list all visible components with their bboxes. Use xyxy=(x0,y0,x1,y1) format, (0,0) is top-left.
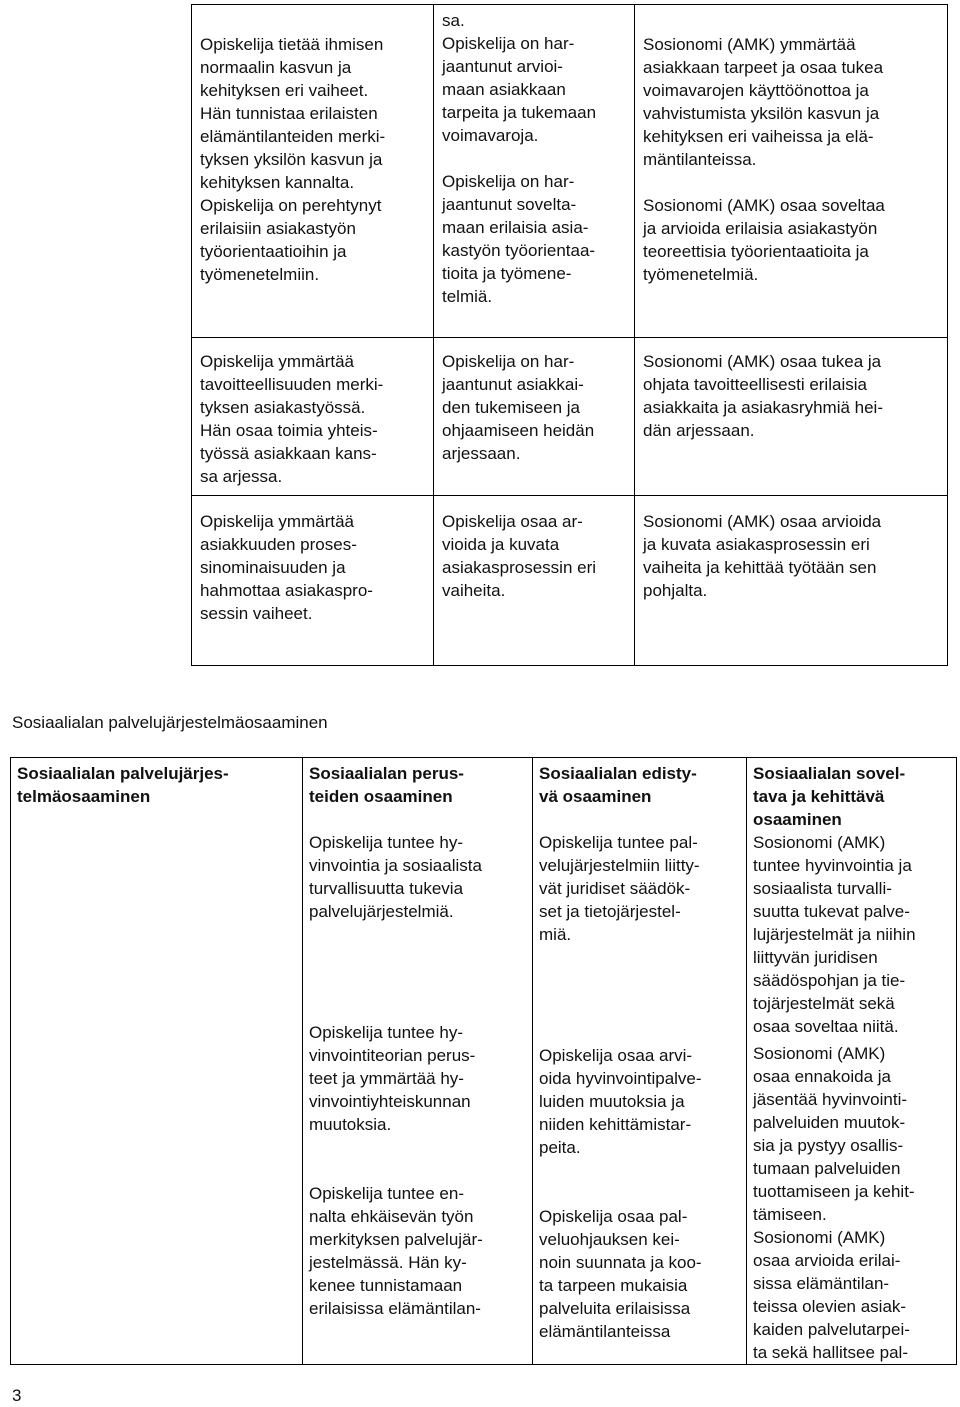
outcomes-table-continued xyxy=(191,4,948,666)
cell-text: Opiskelija tietää ihmisen normaalin kasvun ja kehityksen eri vaiheet. Hän tunnistaa erilaisten elämäntilanteiden merki- tyksen yksilön kasvun ja kehityksen kannalta. Opiskelija on perehtynyt erilaisiin asiakastyön työorientaatioihin ja työmenetelmiin. xyxy=(200,35,386,284)
applied-competence-cell xyxy=(635,338,948,496)
table-row xyxy=(192,5,948,338)
column-header: Sosiaalialan palvelujärjes- telmäosaaminen xyxy=(17,764,229,806)
advanced-competence-cell xyxy=(434,338,635,496)
cell-text: Sosionomi (AMK) osaa soveltaa ja arvioida erilaisia asiakastyön teoreettisia työorientaatioita ja työmenetelmiä. xyxy=(643,196,885,284)
cell-text: Opiskelija ymmärtää asiakkuuden proses- sinominaisuuden ja hahmottaa asiakaspro- sessin vaiheet. xyxy=(200,512,373,623)
advanced-competence-cell xyxy=(434,496,635,666)
column-header: Sosiaalialan edisty- vä osaaminen xyxy=(539,764,697,806)
table-row xyxy=(192,496,948,666)
basic-competence-cell xyxy=(192,496,434,666)
column-header: Sosiaalialan perus- teiden osaaminen xyxy=(309,764,464,806)
column-header: Sosiaalialan sovel- tava ja kehittävä osaaminen xyxy=(753,764,906,829)
cell-text: Opiskelija on har- jaantunut asiakkai- den tukemiseen ja ohjaamiseen heidän arjessaan. xyxy=(442,352,595,463)
section-title: Sosiaalialan palvelujärjestelmäosaaminen xyxy=(12,713,328,732)
basic-competence-cell xyxy=(303,758,533,1365)
page-number: 3 xyxy=(12,1386,22,1405)
cell-text: Opiskelija osaa pal- veluohjauksen kei- noin suunnata ja koo- ta tarpeen mukaisia palveluita erilaisissa elämäntilanteissa xyxy=(539,1207,702,1341)
cell-text: Sosionomi (AMK) osaa ennakoida ja jäsentää hyvinvointi- palveluiden muutok- sia ja pystyy osallis- tumaan palveluiden tuottamiseen ja kehit- tämiseen. xyxy=(753,1044,915,1224)
cell-text: Sosionomi (AMK) osaa arvioida ja kuvata asiakasprosessin eri vaiheita ja kehittää työtään sen pohjalta. xyxy=(643,512,882,600)
basic-competence-cell xyxy=(192,338,434,496)
basic-competence-cell xyxy=(192,5,434,338)
cell-text: Opiskelija ymmärtää tavoitteellisuuden merki- tyksen asiakastyössä. Hän osaa toimia yhteis- työssä asiakkaan kans- sa arjessa. xyxy=(200,352,384,486)
cell-text: Opiskelija tuntee en- nalta ehkäisevän työn merkityksen palvelujär- jestelmässä. Hän ky- kenee tunnistamaan erilaisissa elämäntilan- xyxy=(309,1184,483,1318)
advanced-competence-cell xyxy=(434,5,635,338)
cell-text: Opiskelija tuntee hy- vinvointiteorian perus- teet ja ymmärtää hy- vinvointiyhteiskunnan muutoksia. xyxy=(309,1023,476,1134)
service-system-competence-table xyxy=(10,757,957,1365)
applied-competence-cell xyxy=(635,5,948,338)
table-row xyxy=(11,758,957,1365)
table-row xyxy=(192,338,948,496)
cell-text: Sosionomi (AMK) osaa tukea ja ohjata tavoitteellisesti erilaisia asiakkaita ja asiakasryhmiä hei- dän arjessaan. xyxy=(643,352,883,440)
cell-text: Opiskelija osaa ar- vioida ja kuvata asiakasprosessin eri vaiheita. xyxy=(442,512,597,600)
cell-text: Opiskelija tuntee pal- velujärjestelmiin liitty- vät juridiset säädök- set ja tietojärjestel- miä. xyxy=(539,833,700,944)
cell-text: Opiskelija osaa arvi- oida hyvinvointipalve- luiden muutoksia ja niiden kehittämistar- peita. xyxy=(539,1046,702,1157)
advanced-competence-cell xyxy=(533,758,747,1365)
cell-text: sa. Opiskelija on har- jaantunut arvioi- maan asiakkaan tarpeita ja tukemaan voimavaroja. xyxy=(442,11,597,145)
applied-competence-cell xyxy=(635,496,948,666)
applied-competence-cell xyxy=(747,758,957,1365)
cell-text: Sosionomi (AMK) osaa arvioida erilai- sissa elämäntilan- teissa olevien asiak- kaiden palvelutarpei- ta sekä hallitsee pal- xyxy=(753,1228,910,1362)
cell-text: Opiskelija on har- jaantunut soveltа- maan erilaisia asia- kastyön työorientaa- tioita ja työmene- telmiä. xyxy=(442,172,596,306)
cell-text: Sosionomi (AMK) ymmärtää asiakkaan tarpeet ja osaa tukea voimavarojen käyttöönottoa ja vahvistumista yksilön kasvun ja kehityksen eri vaiheissa ja elä- mäntilanteissa. xyxy=(643,35,884,169)
cell-text: Sosionomi (AMK) tuntee hyvinvointia ja sosiaalista turvalli- suutta tukevat palve- lujärjestelmät ja niihin liittyvän juridisen säädöspohjan ja tie- tojärjestelmät sekä osaa soveltaa niitä. xyxy=(753,833,916,1036)
competence-area-cell xyxy=(11,758,303,1365)
cell-text: Opiskelija tuntee hy- vinvointia ja sosiaalista turvallisuutta tukevia palvelujärjestelmiä. xyxy=(309,833,482,921)
